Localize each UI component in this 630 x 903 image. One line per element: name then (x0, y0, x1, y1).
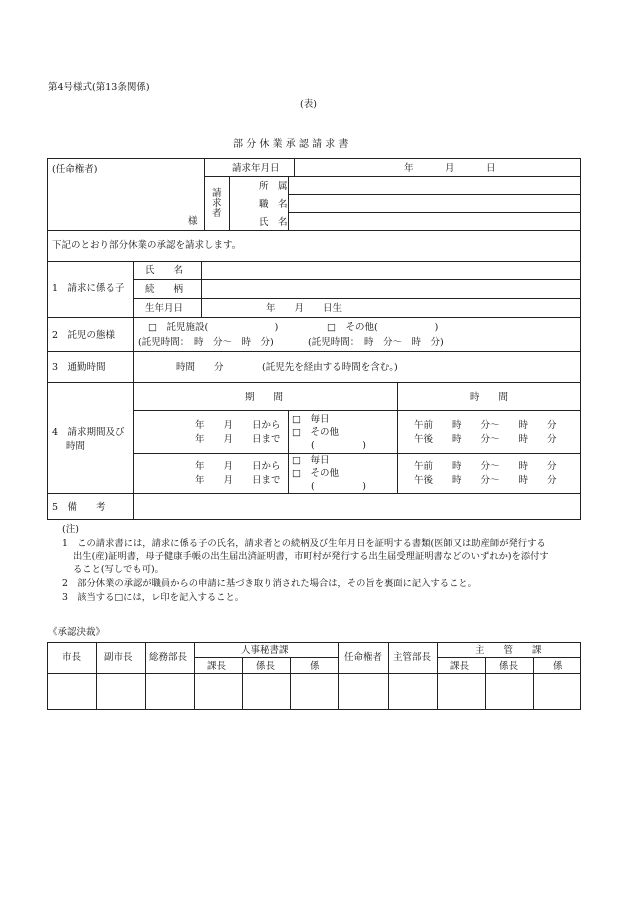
section4-label-line2: 時間 (66, 441, 86, 452)
note-1b: 出生(産)証明書，母子健康手帳の出生届出済証明書，市町村が発行する出生届受理証明書などのいずれか)を添付す (73, 551, 549, 562)
appointer-header: 任命権者 (344, 652, 383, 663)
position-label: 職 名 (259, 199, 288, 210)
section2-label: 2 託児の態様 (52, 330, 116, 341)
hr-sub-header: 係長 (256, 661, 276, 672)
time-am: 午前 時 分～ 時 分 (414, 420, 557, 431)
section5-label: 5 備 考 (52, 502, 106, 513)
main-section-header: 主 管 課 (475, 645, 542, 656)
other-checkbox: □ その他 (292, 468, 339, 479)
other-paren: ( ) (311, 440, 366, 451)
form-number: 第4号様式(第13条関係) (48, 82, 150, 93)
ms-chief-header: 課長 (450, 661, 470, 672)
date-year: 年 (404, 163, 414, 174)
hr-section-header: 人事秘書課 (241, 645, 289, 656)
period-from: 年 月 日から (195, 461, 281, 472)
note-2: 2 部分休業の承認が職員からの申請に基づき取り消された場合は，その旨を裏面に記入すること。 (62, 578, 477, 589)
affiliation-label: 所 属 (259, 181, 288, 192)
notes-heading: (注) (62, 524, 79, 535)
time-pm: 午後 時 分～ 時 分 (414, 475, 557, 486)
period-to: 年 月 日まで (195, 475, 281, 486)
daily-checkbox: □ 毎日 (292, 455, 330, 466)
commute-time-value: 時間 分 (176, 362, 224, 373)
dept-head-header: 主管部長 (393, 652, 432, 663)
note-3: 3 該当する□には，レ印を記入すること。 (62, 592, 245, 603)
child-relation-label: 続 柄 (145, 284, 184, 295)
hr-chief-header: 課長 (207, 661, 227, 672)
appointer-label: (任命権者) (52, 164, 98, 175)
page-title: 部 分 休 業 承 認 請 求 書 (233, 139, 349, 150)
child-birth-label: 生年月日 (145, 303, 184, 314)
commute-time-note: (託児先を経由する時間を含む。) (262, 362, 398, 373)
sama-label: 様 (188, 216, 198, 227)
time-column-header: 時 間 (470, 392, 509, 403)
approval-title: 《承認決裁》 (48, 627, 106, 638)
period-column-header: 期 間 (245, 392, 284, 403)
childcare-other-option: □ その他( ) (327, 322, 439, 333)
childcare-facility-option: □ 託児施設( ) (148, 322, 279, 333)
intro-text: 下記のとおり部分休業の承認を請求します。 (52, 240, 242, 251)
section1-label: 1 請求に係る子 (52, 283, 125, 294)
note-1c: ること(写しでも可)。 (73, 564, 164, 575)
childcare-time-2: (託児時間： 時 分～ 時 分) (308, 337, 444, 348)
ms-staff-header: 係 (553, 661, 563, 672)
general-manager-header: 総務部長 (149, 652, 188, 663)
request-date-label: 請求年月日 (232, 163, 280, 174)
date-month: 月 (445, 163, 455, 174)
time-am: 午前 時 分～ 時 分 (414, 461, 557, 472)
note-1a: 1 この請求書には，請求に係る子の氏名，請求者との続柄及び生年月日を証明する書類(医師又は助産師が発行する (62, 538, 546, 549)
vice-mayor-header: 副市長 (104, 652, 133, 663)
period-to: 年 月 日まで (195, 434, 281, 445)
hr-staff-header: 係 (310, 661, 320, 672)
daily-checkbox: □ 毎日 (292, 414, 330, 425)
ms-sub-header: 係長 (499, 661, 519, 672)
time-pm: 午後 時 分～ 時 分 (414, 434, 557, 445)
childcare-time-1: (託児時間： 時 分～ 時 分) (138, 337, 274, 348)
form-side: (表) (300, 99, 317, 110)
name-label: 氏 名 (259, 217, 288, 228)
date-day: 日 (486, 163, 496, 174)
child-name-label: 氏 名 (145, 265, 184, 276)
other-checkbox: □ その他 (292, 427, 339, 438)
section3-label: 3 通勤時間 (52, 362, 106, 373)
period-from: 年 月 日から (195, 420, 281, 431)
child-birth-value: 年 月 日生 (266, 303, 343, 314)
mayor-header: 市長 (62, 652, 82, 663)
other-paren: ( ) (311, 481, 366, 492)
section4-label-line1: 4 請求期間及び (52, 427, 125, 438)
